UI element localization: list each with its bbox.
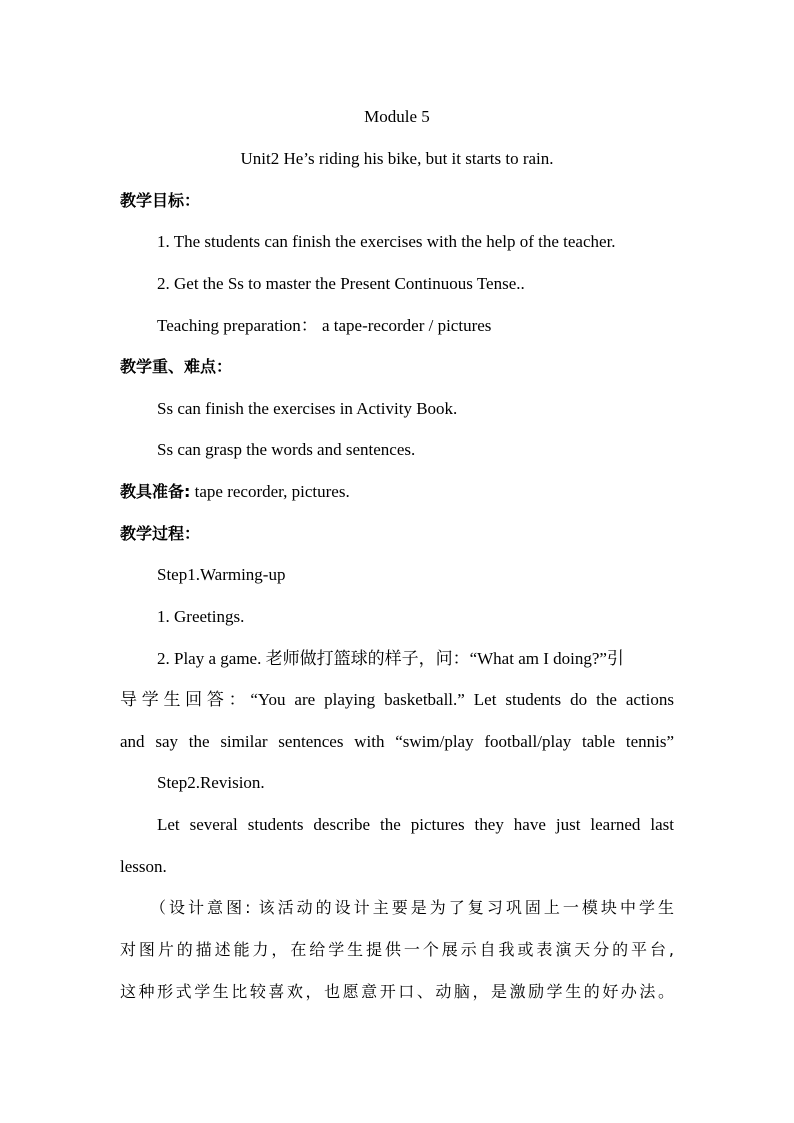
step1-heading: Step1.Warming-up: [157, 565, 286, 584]
key-point-1: Ss can finish the exercises in Activity Book.: [157, 399, 458, 418]
module-title: Module 5: [364, 107, 430, 126]
aids-label: 教具准备:: [120, 482, 191, 501]
game-line-1: 2. Play a game. 老师做打篮球的样子，问：“What am I doing?”引: [157, 649, 624, 668]
unit-title: Unit2 He’s riding his bike, but it starts to rain.: [240, 149, 554, 168]
design-line-2: 对图片的描述能力，在给学生提供一个展示自我或表演天分的平台,: [120, 940, 674, 959]
game-line-3: and say the similar sentences with “swim/play football/play table tennis”: [120, 732, 674, 751]
key-points-heading: 教学重、难点：: [120, 357, 233, 376]
design-line-3: 这种形式学生比较喜欢，也愿意开口、动脑，是激励学生的好办法。: [120, 982, 674, 1001]
objective-1: 1. The students can finish the exercises with the help of the teacher.: [157, 232, 616, 251]
aids-value: tape recorder, pictures.: [190, 482, 350, 501]
revision-line-2: lesson.: [120, 857, 167, 876]
objectives-heading: 教学目标：: [120, 191, 201, 210]
game-line-2: 导学生回答：“You are playing basketball.” Let students do the actions: [120, 690, 674, 709]
process-heading: 教学过程：: [120, 524, 201, 543]
step2-heading: Step2.Revision.: [157, 773, 265, 792]
key-point-2: Ss can grasp the words and sentences.: [157, 440, 416, 459]
preparation-line: Teaching preparation： a tape-recorder / pictures: [157, 316, 492, 335]
objective-2: 2. Get the Ss to master the Present Continuous Tense..: [157, 274, 525, 293]
design-line-1: （设计意图: 该活动的设计主要是为了复习巩固上一模块中学生: [150, 898, 674, 917]
aids-line: [120, 482, 350, 502]
greetings-line: 1. Greetings.: [157, 607, 245, 626]
revision-line-1: Let several students describe the pictures they have just learned last: [157, 815, 674, 834]
